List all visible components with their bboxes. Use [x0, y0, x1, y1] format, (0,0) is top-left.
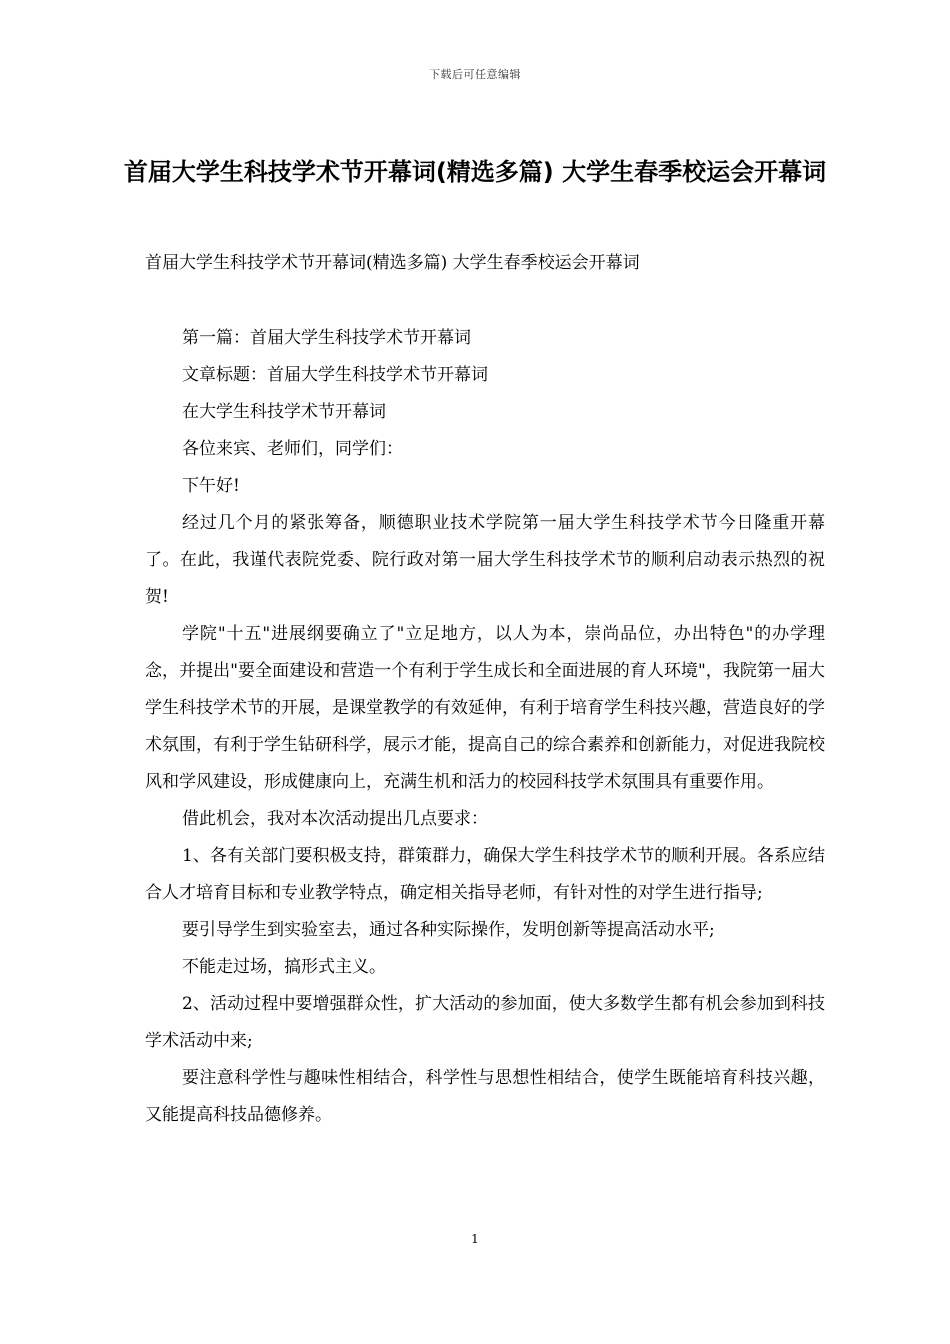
paragraph: 不能走过场，搞形式主义。: [182, 957, 386, 977]
paragraph: 借此机会，我对本次活动提出几点要求：: [182, 809, 488, 829]
paragraph: 学院"十五"进展纲要确立了"立足地方，以人为本，崇尚品位，办出特色"的办学理念，并提出"要全面建设和营造一个有利于学生成长和全面进展的育人环境"，我院第一届大学生科技学术节的开展，是课堂教学的有效延伸，有利于培育学生科技兴趣，营造良好的学术氛围，有利于学生钻研科学，展示才能，提高自己的综合素养和创新能力，对促进我院校风和学风建设，形成健康向上，充满生机和活力的校园科技学术氛围具有重要作用。: [145, 624, 825, 792]
paragraph: 第一篇：首届大学生科技学术节开幕词: [182, 328, 471, 348]
document-subtitle: 首届大学生科技学术节开幕词(精选多篇) 大学生春季校运会开幕词: [145, 253, 640, 273]
header-note: 下载后可任意编辑: [429, 68, 521, 81]
paragraph: 2、活动过程中要增强群众性，扩大活动的参加面，使大多数学生都有机会参加到科技学术活动中来;: [145, 994, 825, 1051]
paragraph: 在大学生科技学术节开幕词: [182, 402, 386, 422]
paragraph: 1、各有关部门要积极支持，群策群力，确保大学生科技学术节的顺利开展。各系应结合人才培育目标和专业教学特点，确定相关指导老师，有针对性的对学生进行指导;: [145, 846, 825, 903]
paragraph: 要引导学生到实验室去，通过各种实际操作，发明创新等提高活动水平;: [182, 920, 715, 940]
paragraph: 要注意科学性与趣味性相结合，科学性与思想性相结合，使学生既能培育科技兴趣，又能提高科技品德修养。: [145, 1068, 825, 1125]
document-title: 首届大学生科技学术节开幕词(精选多篇) 大学生春季校运会开幕词: [123, 158, 827, 186]
document-body: [145, 320, 825, 1134]
paragraph: 各位来宾、老师们，同学们：: [182, 439, 403, 459]
page-number: 1: [471, 1232, 479, 1246]
paragraph: 经过几个月的紧张筹备，顺德职业技术学院第一届大学生科技学术节今日隆重开幕了。在此，我谨代表院党委、院行政对第一届大学生科技学术节的顺利启动表示热烈的祝贺!: [145, 513, 825, 607]
paragraph: 文章标题：首届大学生科技学术节开幕词: [182, 365, 488, 385]
paragraph: 下午好!: [182, 476, 240, 496]
